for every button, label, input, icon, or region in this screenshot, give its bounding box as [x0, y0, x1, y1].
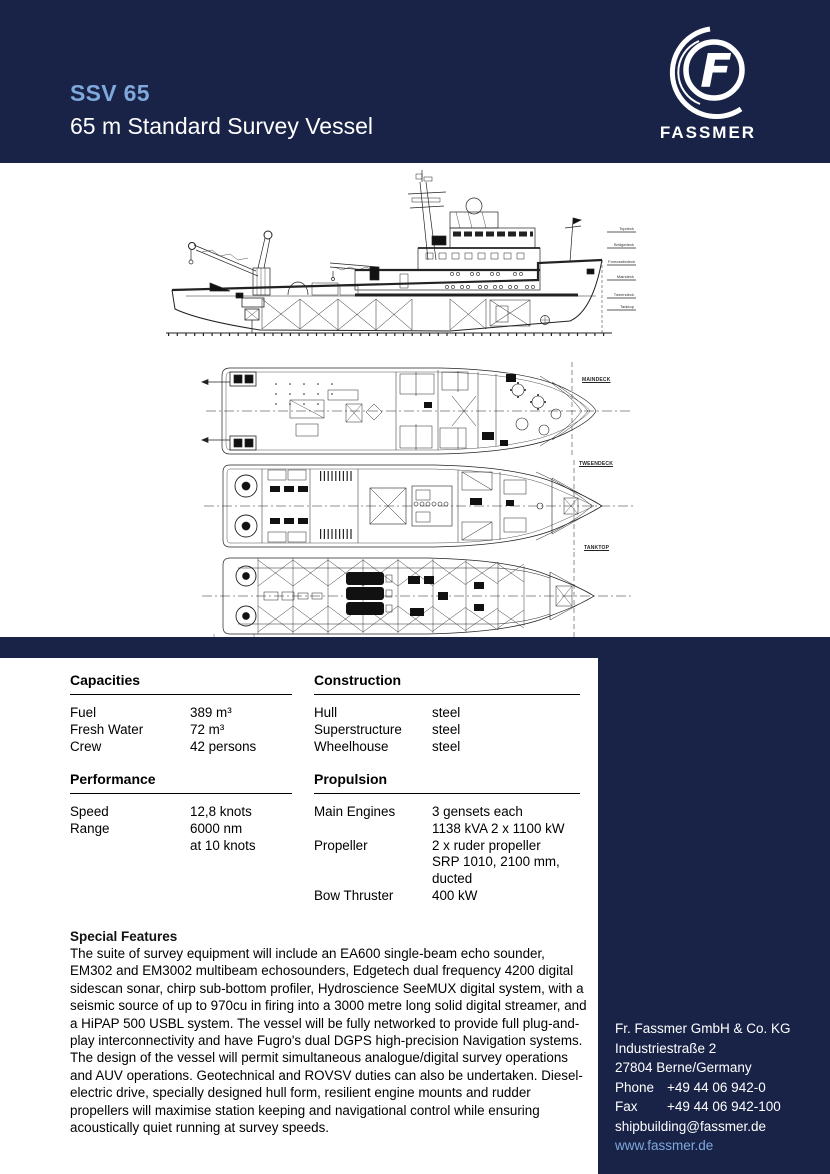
- maindeck-plan-drawing: [200, 362, 640, 460]
- level-label-tanktop: Tanktop: [619, 304, 634, 309]
- page-subtitle: 65 m Standard Survey Vessel: [70, 113, 373, 139]
- title-block: [70, 80, 373, 140]
- tweendeck-plan-drawing: [200, 460, 640, 552]
- rule: [314, 694, 580, 695]
- propulsion-section: [314, 771, 580, 905]
- level-label-topdeck: Topdeck: [619, 226, 634, 231]
- capacities-section: [70, 672, 292, 755]
- spec-row: Superstructure steel: [314, 721, 461, 737]
- level-label-bridgedeck: Bridgedeck: [613, 242, 634, 247]
- spec-row: Wheelhouse steel: [314, 738, 461, 754]
- phone-label: Phone: [615, 1079, 655, 1095]
- construction-title: Construction: [314, 672, 402, 688]
- performance-title: Performance: [70, 771, 156, 787]
- level-label-maindeck: Maindeck: [616, 274, 634, 279]
- construction-section: [314, 672, 580, 755]
- spec-row: Propeller 2 x ruder propeller SRP 1010, 2100 mm, ducted: [314, 837, 560, 887]
- tanktop-plan-drawing: [198, 552, 642, 648]
- tweendeck-label: TWEENDECK: [579, 461, 614, 467]
- spec-row: Hull steel: [314, 705, 461, 720]
- propulsion-title: Propulsion: [314, 771, 388, 787]
- fax-number: +49 44 06 942-100: [667, 1099, 781, 1114]
- tanktop-label: TANKTOP: [584, 545, 610, 551]
- spec-row: Main Engines 3 gensets each 1138 kVA 2 x 1100 kW: [314, 804, 565, 836]
- rule: [314, 793, 580, 794]
- spec-row: Bow Thruster 400 kW: [314, 887, 478, 903]
- level-label-tweendeck: Tweendeck: [613, 292, 634, 297]
- spec-row: Fuel 389 m³: [70, 705, 232, 720]
- spec-row: Fresh Water 72 m³: [70, 721, 225, 737]
- special-features-section: [70, 929, 587, 1136]
- maindeck-label: MAINDECK: [582, 377, 611, 383]
- spec-row: Range 6000 nm at 10 knots: [70, 820, 256, 853]
- capacities-title: Capacities: [70, 672, 141, 688]
- email-address: shipbuilding@fassmer.de: [615, 1118, 767, 1134]
- special-features-title: Special Features: [70, 929, 178, 944]
- brand-wordmark: FASSMER: [659, 123, 757, 142]
- phone-row: [615, 1078, 820, 1098]
- header-band: [0, 0, 830, 163]
- street-address: Industriestraße 2: [615, 1040, 717, 1056]
- city-address: 27804 Berne/Germany: [615, 1060, 752, 1075]
- fassmer-logo-icon: [640, 24, 776, 124]
- spec-row: Speed 12,8 knots: [70, 804, 252, 819]
- phone-number: +49 44 06 942-0: [667, 1079, 766, 1095]
- level-label-forecastledeck: Forecastledeck: [608, 259, 636, 264]
- side-profile-drawing: [150, 168, 700, 348]
- fax-label: Fax: [615, 1099, 638, 1114]
- company-name: Fr. Fassmer GmbH & Co. KG: [615, 1021, 791, 1036]
- website-link[interactable]: www.fassmer.de: [615, 1138, 714, 1153]
- rule: [70, 694, 292, 695]
- performance-section: [70, 771, 292, 854]
- spec-row: Crew 42 persons: [70, 738, 257, 754]
- svg-text:F: F: [700, 44, 732, 98]
- contact-block: [615, 1019, 820, 1156]
- fax-row: [615, 1097, 820, 1117]
- page-title: SSV 65: [70, 80, 150, 106]
- special-features-body: The suite of survey equipment will include an EA600 single-beam echo sounder, EM302 and EM3002 multibeam echosounders, Edgetech dual frequency 4200 digital sidescan sonar, chirp sub-bottom profiler, Hydroscience SeeMUX digital system, with a seismic source of up to 970cu in firing into a 3000 metre long solid digital streamer, and a HiPAP 500 USBL system. The vessel will be fully networked to provide full plug-and-play interconnectivity and have Fugro's dual DGPS high-precision Navigation systems. The design of the vessel will permit simultaneous analogue/digital survey operations and AUV operations. Geotechnical and ROVSV duties can also be undertaken. Diesel-electric drive, specially designed hull form, resilient engine mounts and rudder propellers will maximise station keeping and navigational control while ensuring acoustically quiet running at survey speeds.: [70, 946, 587, 1136]
- rule: [70, 793, 292, 794]
